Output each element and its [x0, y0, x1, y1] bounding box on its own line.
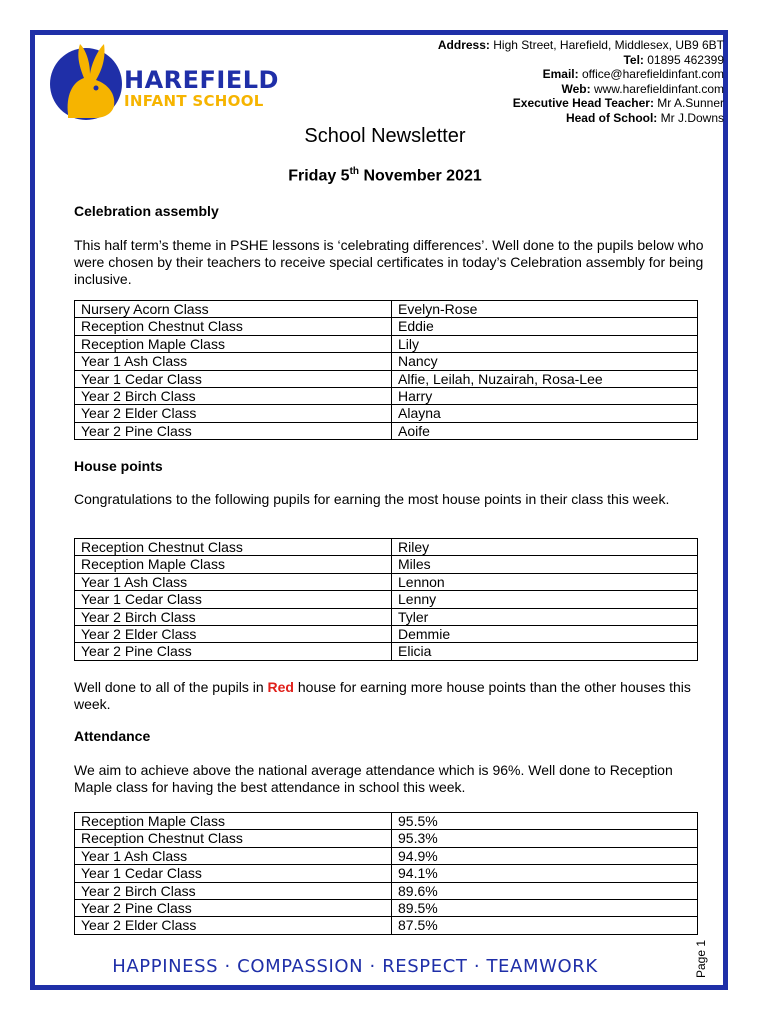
attendance-heading: Attendance [74, 728, 151, 744]
row-value: 94.9% [392, 847, 698, 864]
celebration-text: This half term’s theme in PSHE lessons is ‘celebrating differences’. Well done to the pupils below who were chosen by their teachers to receive special certificates in today’s Celebration assembly for being inclusive. [74, 237, 704, 288]
web-value[interactable]: www.harefieldinfant.com [593, 81, 724, 96]
table-row [75, 353, 698, 370]
row-value: Lenny [392, 591, 698, 608]
class-name: Year 1 Cedar Class [75, 591, 392, 608]
table-row [75, 301, 698, 318]
row-value: Alfie, Leilah, Nuzairah, Rosa-Lee [392, 370, 698, 387]
table-row [75, 813, 698, 830]
class-name: Year 2 Elder Class [75, 917, 392, 934]
table-row [75, 318, 698, 335]
table-row [75, 388, 698, 405]
page-number: Page 1 [694, 939, 708, 978]
table-row [75, 900, 698, 917]
celebration-heading: Celebration assembly [74, 203, 219, 219]
class-name: Year 2 Birch Class [75, 882, 392, 899]
table-row [75, 335, 698, 352]
class-name: Year 2 Pine Class [75, 900, 392, 917]
school-name-line2: INFANT SCHOOL [124, 92, 264, 110]
tel-label: Tel: [623, 52, 644, 67]
class-name: Year 2 Birch Class [75, 608, 392, 625]
row-value: Lily [392, 335, 698, 352]
table-row [75, 370, 698, 387]
table-row [75, 573, 698, 590]
table-row [75, 917, 698, 934]
address-value: High Street, Harefield, Middlesex, UB9 6BT [493, 38, 724, 52]
row-value: Evelyn-Rose [392, 301, 698, 318]
row-value: 95.3% [392, 830, 698, 847]
row-value: Lennon [392, 573, 698, 590]
house-heading: House points [74, 458, 163, 474]
celebration-table [74, 300, 698, 440]
tel-value: 01895 462399 [647, 52, 724, 67]
newsletter-date: Friday 5th November 2021 [288, 166, 482, 185]
row-value: Eddie [392, 318, 698, 335]
row-value: Harry [392, 388, 698, 405]
house-winner-text: Well done to all of the pupils in Red house for earning more house points than the other houses this week. [74, 679, 691, 713]
class-name: Reception Maple Class [75, 335, 392, 352]
exec-head-label: Executive Head Teacher: [512, 96, 654, 111]
table-row [75, 422, 698, 439]
table-row [75, 405, 698, 422]
web-label: Web: [561, 81, 591, 96]
table-row [75, 591, 698, 608]
school-name-line1: HAREFIELD [124, 66, 279, 94]
row-value: 87.5% [392, 917, 698, 934]
table-row [75, 865, 698, 882]
newsletter-title: School Newsletter [304, 125, 466, 147]
class-name: Reception Chestnut Class [75, 830, 392, 847]
attendance-table [74, 812, 698, 935]
house-table [74, 538, 698, 661]
exec-head-value: Mr A.Sunner [657, 96, 724, 111]
class-name: Reception Chestnut Class [75, 318, 392, 335]
class-name: Year 2 Pine Class [75, 422, 392, 439]
row-value: 89.5% [392, 900, 698, 917]
row-value: Nancy [392, 353, 698, 370]
head-value: Mr J.Downs [660, 110, 724, 125]
row-value: Elicia [392, 643, 698, 660]
class-name: Year 1 Cedar Class [75, 370, 392, 387]
class-name: Year 1 Cedar Class [75, 865, 392, 882]
class-name: Year 1 Ash Class [75, 353, 392, 370]
table-row [75, 643, 698, 660]
row-value: 95.5% [392, 813, 698, 830]
row-value: 94.1% [392, 865, 698, 882]
class-name: Year 2 Elder Class [75, 626, 392, 643]
class-name: Year 1 Ash Class [75, 573, 392, 590]
row-value: Alayna [392, 405, 698, 422]
table-row [75, 882, 698, 899]
email-label: Email: [542, 67, 579, 82]
table-row [75, 608, 698, 625]
class-name: Year 2 Elder Class [75, 405, 392, 422]
table-row [75, 539, 698, 556]
class-name: Year 2 Pine Class [75, 643, 392, 660]
class-name: Reception Maple Class [75, 556, 392, 573]
class-name: Reception Maple Class [75, 813, 392, 830]
house-text: Congratulations to the following pupils for earning the most house points in their class this week. [74, 491, 670, 507]
table-row [75, 847, 698, 864]
row-value: 89.6% [392, 882, 698, 899]
class-name: Year 2 Birch Class [75, 388, 392, 405]
attendance-text: We aim to achieve above the national average attendance which is 96%. Well done to Reception Maple class for having the best attendance in school this week. [74, 762, 673, 796]
table-row [75, 556, 698, 573]
email-value[interactable]: office@harefieldinfant.com [581, 67, 724, 82]
row-value: Riley [392, 539, 698, 556]
row-value: Miles [392, 556, 698, 573]
winner-house: Red [267, 679, 294, 695]
row-value: Aoife [392, 422, 698, 439]
table-row [75, 626, 698, 643]
class-name: Year 1 Ash Class [75, 847, 392, 864]
table-row [75, 830, 698, 847]
contact-block [438, 38, 724, 126]
values-footer: HAPPINESS · COMPASSION · RESPECT · TEAMWORK [112, 956, 598, 977]
head-label: Head of School: [565, 110, 658, 125]
class-name: Nursery Acorn Class [75, 301, 392, 318]
class-name: Reception Chestnut Class [75, 539, 392, 556]
row-value: Tyler [392, 608, 698, 625]
row-value: Demmie [392, 626, 698, 643]
address-label: Address: [437, 38, 490, 52]
